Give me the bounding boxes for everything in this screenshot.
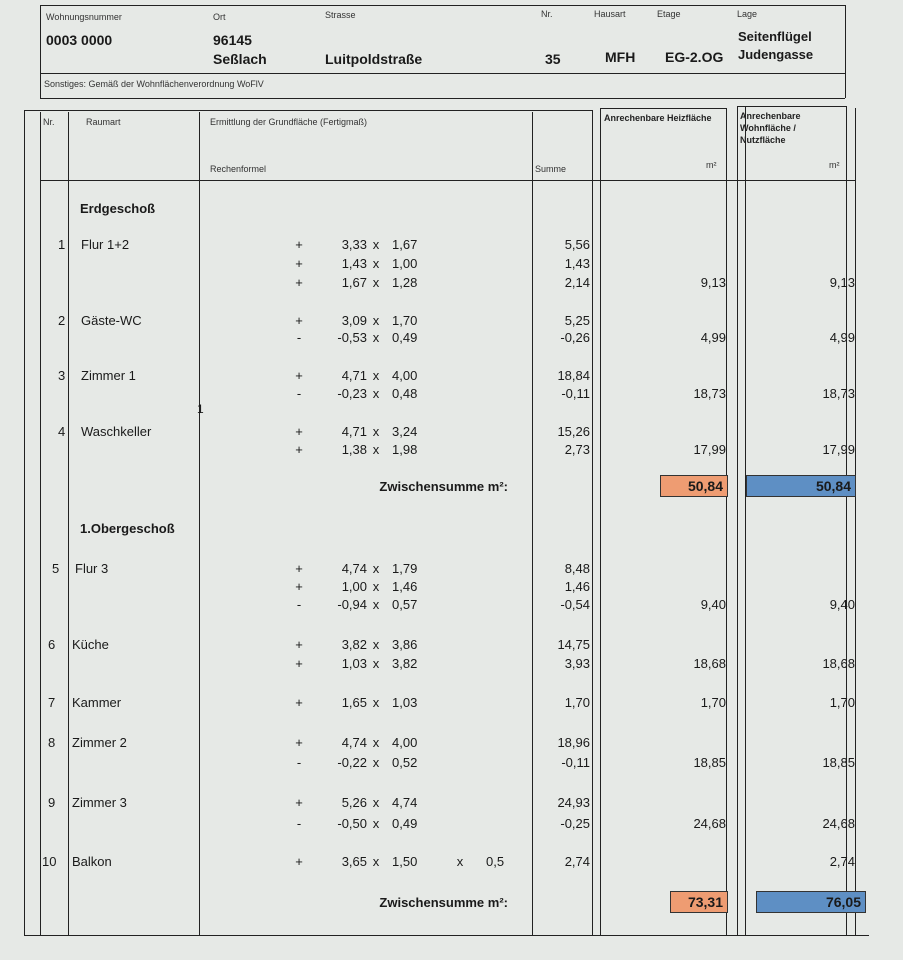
heizflaeche-value: 18,85 [693, 755, 726, 770]
value-strasse: Luitpoldstraße [325, 51, 423, 67]
label-wohnungsnummer: Wohnungsnummer [46, 12, 122, 22]
formula-sum: 14,75 [557, 637, 590, 652]
formula-width: 0,48 [392, 386, 418, 401]
formula-width: 0,52 [392, 755, 418, 770]
room-name: Kammer [72, 695, 122, 710]
formula-sum: 18,96 [557, 735, 590, 750]
formula-sum: 1,43 [564, 256, 590, 271]
formula-sum: -0,26 [560, 330, 590, 345]
formula-sum: -0,11 [561, 755, 590, 770]
room-number: 1 [58, 237, 66, 252]
formula-width: 1,79 [392, 561, 418, 576]
formula-length: 1,67 [341, 275, 367, 290]
subtotal-label: Zwischensumme m²: [379, 479, 508, 494]
subtotal-label: Zwischensumme m²: [379, 895, 508, 910]
formula-sum: -0,25 [560, 816, 590, 831]
formula-width: 1,98 [392, 442, 418, 457]
formula-sign: + [295, 735, 303, 750]
formula-width: 4,00 [392, 735, 418, 750]
heizflaeche-value: 1,70 [700, 695, 726, 710]
formula-times: x [456, 854, 464, 869]
formula-sign: + [295, 237, 303, 252]
formula-width: 1,46 [392, 579, 418, 594]
wohnflaeche-value: 9,13 [829, 275, 855, 290]
heizflaeche-value: 9,13 [700, 275, 726, 290]
formula-width: 0,49 [392, 330, 418, 345]
formula-sign: + [295, 637, 303, 652]
label-ort: Ort [213, 12, 226, 22]
formula-width: 1,00 [392, 256, 418, 271]
formula-sum: 1,46 [564, 579, 590, 594]
formula-width: 1,03 [392, 695, 418, 710]
formula-times: x [372, 735, 380, 750]
formula-times: x [372, 695, 380, 710]
col-wohnflaeche-header: Anrechenbare Wohnfläche / Nutzfläche [740, 111, 801, 145]
formula-sum: 5,56 [564, 237, 590, 252]
formula-width: 4,00 [392, 368, 418, 383]
formula-length: 3,09 [341, 313, 367, 328]
formula-sign: + [295, 424, 303, 439]
room-name: Zimmer 1 [81, 368, 136, 383]
col-ermittlung-header: Ermittlung der Grundfläche (Fertigmaß) [210, 117, 368, 127]
formula-width: 1,70 [392, 313, 418, 328]
formula-times: x [372, 330, 380, 345]
col-rechenformel-header: Rechenformel [210, 164, 267, 174]
subtotal-wohnflaeche: 76,05 [756, 891, 866, 913]
formula-length: 4,71 [341, 424, 367, 439]
stray-mark: 1 [197, 402, 204, 416]
formula-sum: 5,25 [564, 313, 590, 328]
formula-sign: + [295, 579, 303, 594]
room-name: Gäste-WC [81, 313, 142, 328]
formula-sign: - [296, 597, 302, 612]
formula-length: -0,22 [337, 755, 367, 770]
formula-times: x [372, 561, 380, 576]
formula-sum: -0,11 [561, 386, 590, 401]
wohnflaeche-value: 9,40 [829, 597, 855, 612]
formula-sum: 2,74 [564, 854, 590, 869]
wohnflaeche-value: 18,68 [822, 656, 855, 671]
label-strasse: Strasse [325, 10, 356, 20]
formula-sign: - [296, 386, 302, 401]
formula-length: 3,33 [341, 237, 367, 252]
formula-sum: -0,54 [560, 597, 590, 612]
room-number: 4 [58, 424, 66, 439]
heizflaeche-value: 24,68 [693, 816, 726, 831]
formula-times: x [372, 368, 380, 383]
formula-times: x [372, 637, 380, 652]
formula-sum: 24,93 [557, 795, 590, 810]
formula-length: 3,82 [341, 637, 367, 652]
formula-sum: 8,48 [564, 561, 590, 576]
room-number: 2 [58, 313, 66, 328]
label-etage: Etage [657, 9, 681, 19]
heizflaeche-value: 17,99 [693, 442, 726, 457]
formula-sign: + [295, 656, 303, 671]
wohnflaeche-value: 24,68 [822, 816, 855, 831]
room-name: Zimmer 2 [72, 735, 127, 750]
wohnflaeche-value: 18,85 [822, 755, 855, 770]
room-number: 5 [52, 561, 60, 576]
heizflaeche-value: 9,40 [700, 597, 726, 612]
subtotal-heizflaeche: 50,84 [660, 475, 728, 497]
formula-times: x [372, 597, 380, 612]
formula-times: x [372, 854, 380, 869]
unit-heiz: m² [706, 160, 717, 170]
formula-width: 1,28 [392, 275, 418, 290]
wohnflaeche-value: 1,70 [829, 695, 855, 710]
room-number: 10 [42, 854, 57, 869]
formula-sum: 2,14 [564, 275, 590, 290]
unit-wohn: m² [829, 160, 840, 170]
formula-length: -0,23 [337, 386, 367, 401]
formula-width: 3,86 [392, 637, 418, 652]
heizflaeche-value: 18,68 [693, 656, 726, 671]
heizflaeche-value: 18,73 [693, 386, 726, 401]
formula-width: 4,74 [392, 795, 418, 810]
room-number: 7 [48, 695, 56, 710]
formula-times: x [372, 313, 380, 328]
formula-length: 1,43 [341, 256, 367, 271]
formula-sign: + [295, 275, 303, 290]
formula-sum: 18,84 [557, 368, 590, 383]
formula-factor: 0,5 [486, 854, 505, 869]
formula-length: -0,50 [337, 816, 367, 831]
formula-length: -0,94 [337, 597, 367, 612]
formula-length: 1,38 [341, 442, 367, 457]
wohnflaeche-value: 4,99 [829, 330, 855, 345]
formula-sign: + [295, 561, 303, 576]
formula-length: 1,65 [341, 695, 367, 710]
formula-length: 3,65 [341, 854, 367, 869]
formula-sign: + [295, 313, 303, 328]
formula-width: 1,67 [392, 237, 418, 252]
wohnflaeche-value: 2,74 [829, 854, 855, 869]
value-wohnungsnummer: 0003 0000 [46, 32, 113, 48]
room-name: Balkon [72, 854, 112, 869]
formula-times: x [372, 795, 380, 810]
formula-sign: + [295, 795, 303, 810]
room-name: Küche [72, 637, 109, 652]
formula-length: 1,03 [341, 656, 367, 671]
room-number: 9 [48, 795, 56, 810]
formula-times: x [372, 256, 380, 271]
formula-sign: - [296, 816, 302, 831]
formula-width: 1,50 [392, 854, 418, 869]
room-name: Waschkeller [81, 424, 152, 439]
col-summe-header: Summe [535, 164, 567, 174]
value-ort: Seßlach [213, 51, 267, 67]
section-title: Erdgeschoß [80, 201, 156, 216]
room-name: Flur 1+2 [81, 237, 130, 252]
room-number: 3 [58, 368, 66, 383]
formula-times: x [372, 442, 380, 457]
value-nr: 35 [545, 51, 561, 67]
formula-times: x [372, 816, 380, 831]
formula-sign: + [295, 695, 303, 710]
formula-sign: - [296, 330, 302, 345]
formula-times: x [372, 424, 380, 439]
formula-sum: 15,26 [557, 424, 590, 439]
room-number: 8 [48, 735, 56, 750]
formula-sign: + [295, 368, 303, 383]
formula-width: 3,82 [392, 656, 418, 671]
formula-times: x [372, 579, 380, 594]
room-name: Flur 3 [75, 561, 109, 576]
heizflaeche-value: 4,99 [700, 330, 726, 345]
section-title: 1.Obergeschoß [80, 521, 175, 536]
formula-times: x [372, 237, 380, 252]
room-number: 6 [48, 637, 56, 652]
value-lage-1: Seitenflügel [738, 29, 812, 44]
room-name: Zimmer 3 [72, 795, 127, 810]
value-plz: 96145 [213, 32, 252, 48]
wohnflaeche-value: 18,73 [822, 386, 855, 401]
formula-length: 5,26 [341, 795, 367, 810]
formula-sign: + [295, 256, 303, 271]
value-hausart: MFH [605, 49, 636, 65]
formula-times: x [372, 275, 380, 290]
formula-length: 4,71 [341, 368, 367, 383]
col-heizflaeche-header: Anrechenbare Heizfläche [604, 113, 712, 123]
formula-sum: 1,70 [564, 695, 590, 710]
col-raumart-header: Raumart [86, 117, 121, 127]
value-etage: EG-2.OG [665, 49, 724, 65]
col-nr-header: Nr. [43, 117, 55, 127]
formula-sign: - [296, 755, 302, 770]
formula-length: -0,53 [337, 330, 367, 345]
label-lage: Lage [737, 9, 758, 19]
label-hausart: Hausart [594, 9, 626, 19]
formula-sum: 2,73 [564, 442, 590, 457]
formula-times: x [372, 656, 380, 671]
wohnflaeche-value: 17,99 [822, 442, 855, 457]
formula-times: x [372, 386, 380, 401]
subtotal-wohnflaeche: 50,84 [746, 475, 856, 497]
formula-width: 0,49 [392, 816, 418, 831]
value-lage-2: Judengasse [738, 47, 814, 62]
label-nr: Nr. [541, 9, 553, 19]
formula-sum: 3,93 [564, 656, 590, 671]
sonstiges-note: Sonstiges: Gemäß der Wohnflächenverordnung WoFlV [44, 79, 264, 89]
formula-length: 4,74 [341, 735, 367, 750]
formula-length: 4,74 [341, 561, 367, 576]
formula-sign: + [295, 442, 303, 457]
formula-width: 3,24 [392, 424, 418, 439]
formula-width: 0,57 [392, 597, 418, 612]
subtotal-heizflaeche: 73,31 [670, 891, 728, 913]
formula-length: 1,00 [341, 579, 367, 594]
formula-sign: + [295, 854, 303, 869]
formula-times: x [372, 755, 380, 770]
